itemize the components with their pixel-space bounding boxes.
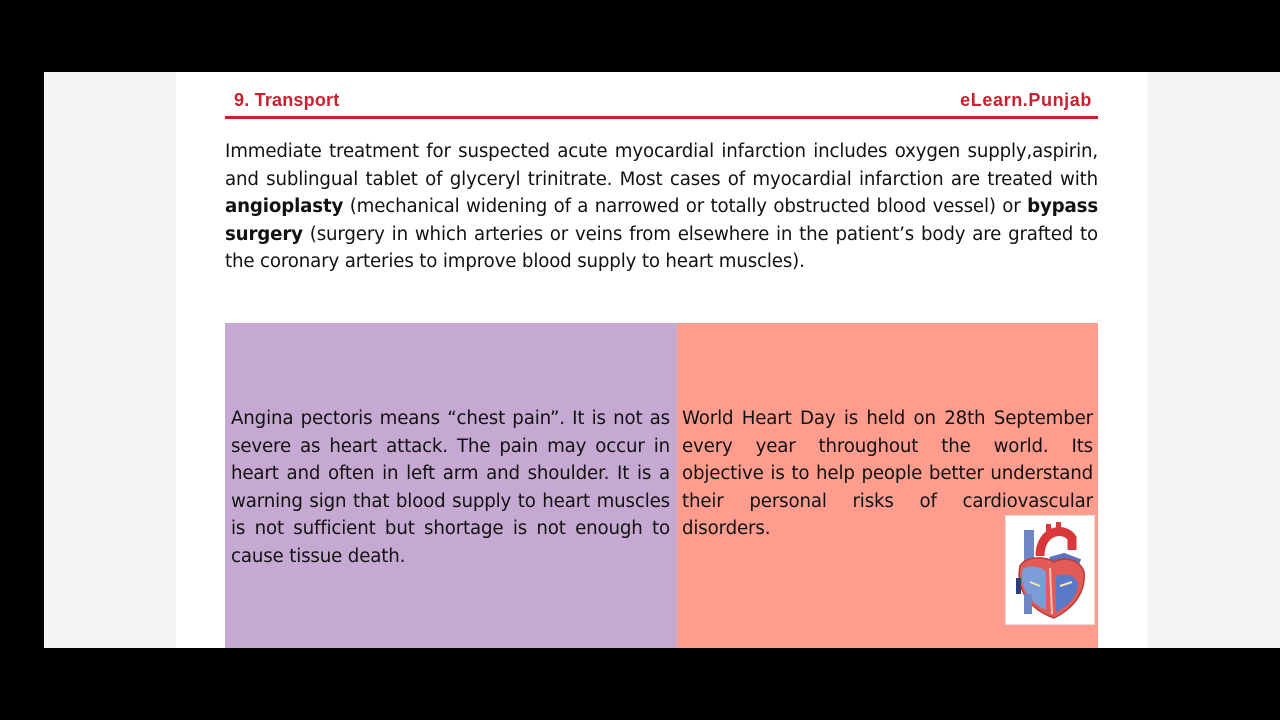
heart-diagram-svg xyxy=(1006,516,1094,624)
paragraph-text: (mechanical widening of a narrowed or totally obstructed blood vessel) or xyxy=(343,196,1028,217)
term-bypass-surgery: bypass surgery xyxy=(225,196,1098,245)
term-angioplasty: angioplasty xyxy=(225,196,344,217)
heart-day-info-box xyxy=(677,323,1098,648)
paragraph-text: (surgery in which arteries or veins from elsewhere in the patient’s body are grafted to the coronary arteries to improve blood supply to heart muscles). xyxy=(225,223,1098,272)
angina-text: Angina pectoris means “chest pain”. It is not as severe as heart attack. The pain may occur in heart and often in left arm and shoulder. It is a warning sign that blood supply to heart muscles is not sufficient but shortage is not enough to cause tissue death. xyxy=(231,408,670,567)
heart-diagram-icon xyxy=(1005,515,1095,625)
angina-info-box xyxy=(225,323,677,648)
chapter-title: 9. Transport xyxy=(234,90,340,110)
heart-day-text: World Heart Day is held on 28th September every year throughout the world. Its objective is to help people better understand their personal risks of cardiovascular disorders. xyxy=(682,408,1093,539)
page-header xyxy=(225,88,1098,119)
book-page xyxy=(176,72,1147,648)
brand-name: eLearn.Punjab xyxy=(960,90,1092,110)
paragraph-text: Immediate treatment for suspected acute myocardial infarction includes oxygen supply,aspirin, and sublingual tablet of glyceryl trinitrate. Most cases of myocardial infarction are treated with xyxy=(225,141,1098,190)
treatment-paragraph xyxy=(225,138,1098,276)
document-viewer xyxy=(44,72,1280,648)
